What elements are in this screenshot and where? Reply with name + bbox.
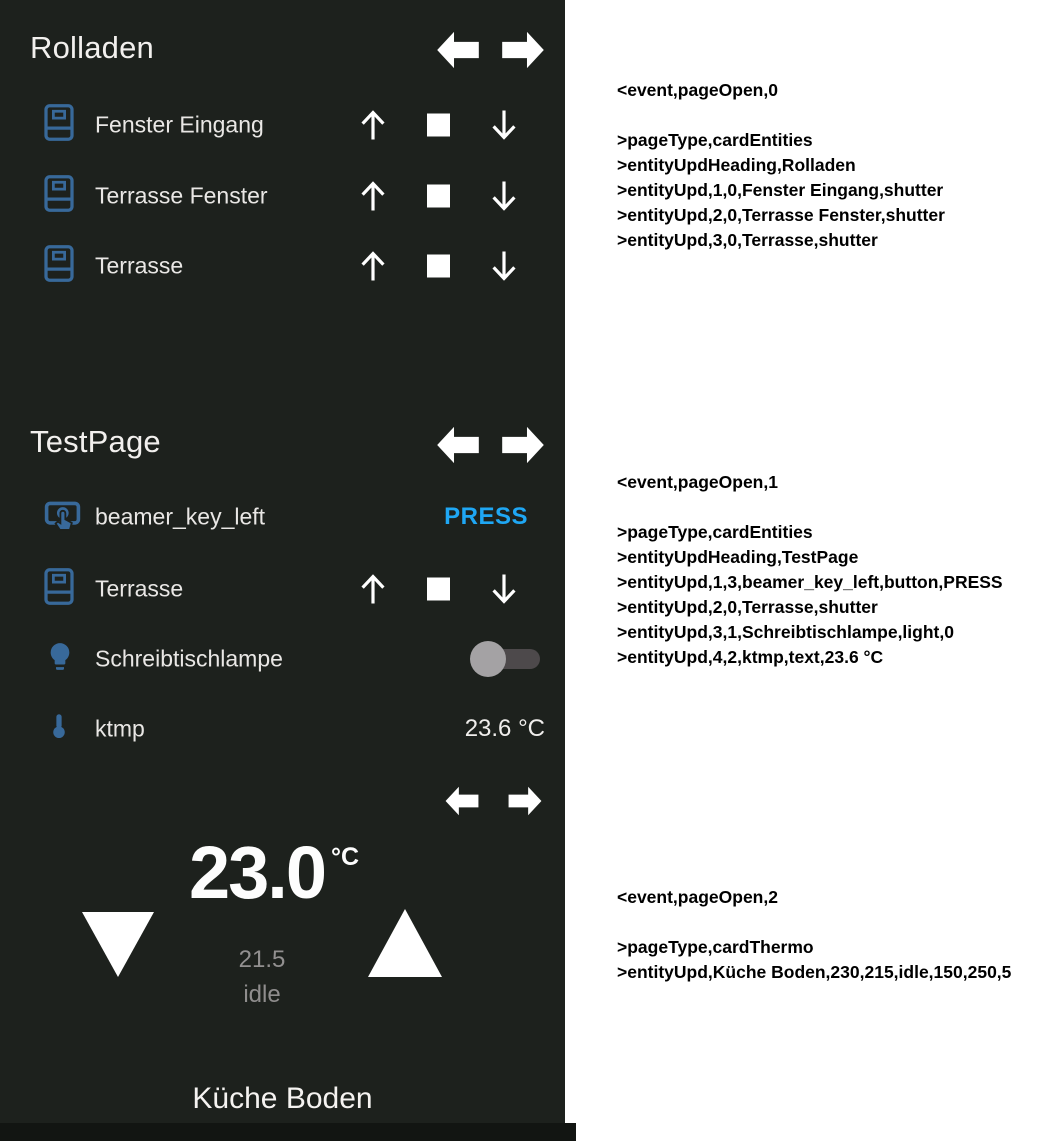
entity-row — [0, 703, 565, 755]
shutter-down-button[interactable] — [487, 248, 521, 284]
press-button[interactable]: PRESS — [444, 503, 528, 530]
gesture-tap-button-icon — [44, 497, 81, 538]
protocol-line: >entityUpd,4,2,ktmp,text,23.6 °C — [617, 647, 884, 667]
protocol-block — [617, 78, 1045, 253]
shutter-up-button[interactable] — [356, 107, 390, 143]
hvac-state: idle — [243, 981, 281, 1008]
temperature-unit: °C — [331, 843, 360, 871]
shutter-up-button[interactable] — [356, 571, 390, 607]
screen-bottom-bezel — [0, 1123, 576, 1141]
arrow-left-bold-icon — [437, 32, 479, 68]
protocol-line: >entityUpdHeading,Rolladen — [617, 155, 856, 175]
stop-square-icon — [427, 185, 450, 208]
protocol-line: >pageType,cardEntities — [617, 130, 813, 150]
shutter-down-button[interactable] — [487, 178, 521, 214]
entity-row — [0, 633, 565, 685]
window-shutter-icon — [44, 175, 74, 218]
protocol-block — [617, 885, 1045, 985]
shutter-stop-button[interactable] — [427, 578, 450, 601]
protocol-gap — [617, 910, 1045, 935]
window-shutter-icon — [44, 104, 74, 147]
protocol-gap — [617, 103, 1045, 128]
entity-row — [0, 491, 565, 543]
protocol-line: >entityUpd,2,0,Terrasse Fenster,shutter — [617, 205, 945, 225]
entity-label: Terrasse — [95, 575, 184, 602]
shutter-up-button[interactable] — [356, 248, 390, 284]
protocol-line: >pageType,cardEntities — [617, 522, 813, 542]
entity-row — [0, 170, 565, 222]
entity-row — [0, 240, 565, 292]
window-shutter-icon — [44, 245, 74, 288]
shutter-stop-button[interactable] — [427, 255, 450, 278]
shutter-stop-button[interactable] — [427, 114, 450, 137]
protocol-event-line: <event,pageOpen,2 — [617, 887, 778, 907]
protocol-line: >entityUpdHeading,TestPage — [617, 547, 859, 567]
entity-row — [0, 99, 565, 151]
protocol-line: >entityUpd,3,0,Terrasse,shutter — [617, 230, 878, 250]
entity-row — [0, 563, 565, 615]
arrow-left-bold-icon — [437, 427, 479, 463]
toggle-knob — [470, 641, 506, 677]
thermometer-icon — [44, 709, 74, 750]
entity-label: Schreibtischlampe — [95, 645, 283, 672]
protocol-line: >entityUpd,1,3,beamer_key_left,button,PRESS — [617, 572, 1003, 592]
nav-next-button[interactable] — [501, 426, 545, 469]
protocol-gap — [617, 495, 1045, 520]
protocol-line: >entityUpd,Küche Boden,230,215,idle,150,250,5 — [617, 962, 1012, 982]
protocol-event-line: <event,pageOpen,0 — [617, 80, 778, 100]
stop-square-icon — [427, 578, 450, 601]
arrow-right-bold-icon — [502, 32, 544, 68]
card-title: TestPage — [30, 424, 161, 459]
current-temperature: 23.0 — [188, 831, 325, 914]
lightbulb-icon — [44, 640, 76, 679]
entity-label: Fenster Eingang — [95, 111, 264, 138]
light-toggle[interactable] — [468, 639, 544, 679]
arrow-right-bold-icon — [509, 787, 542, 816]
shutter-up-button[interactable] — [356, 178, 390, 214]
protocol-line: >entityUpd,1,0,Fenster Eingang,shutter — [617, 180, 944, 200]
nav-prev-button[interactable] — [436, 31, 480, 74]
protocol-line: >entityUpd,3,1,Schreibtischlampe,light,0 — [617, 622, 954, 642]
stop-square-icon — [427, 114, 450, 137]
shutter-down-button[interactable] — [487, 571, 521, 607]
nav-prev-button[interactable] — [436, 426, 480, 469]
protocol-line: >pageType,cardThermo — [617, 937, 814, 957]
entity-label: ktmp — [95, 715, 145, 742]
temp-up-button[interactable] — [368, 909, 442, 977]
entity-label: beamer_key_left — [95, 503, 266, 530]
nav-prev-button[interactable] — [442, 786, 482, 821]
card-title: Rolladen — [30, 30, 154, 65]
temp-down-button[interactable] — [82, 912, 154, 977]
protocol-block — [617, 470, 1045, 670]
window-shutter-icon — [44, 568, 74, 611]
entity-label: Terrasse — [95, 252, 184, 279]
protocol-line: >entityUpd,2,0,Terrasse,shutter — [617, 597, 878, 617]
shutter-down-button[interactable] — [487, 107, 521, 143]
protocol-event-line: <event,pageOpen,1 — [617, 472, 778, 492]
arrow-left-bold-icon — [446, 787, 479, 816]
shutter-stop-button[interactable] — [427, 185, 450, 208]
thermostat-title: Küche Boden — [192, 1082, 373, 1115]
target-temperature: 21.5 — [238, 946, 286, 973]
arrow-right-bold-icon — [502, 427, 544, 463]
sensor-value: 23.6 °C — [464, 715, 545, 742]
nav-next-button[interactable] — [501, 31, 545, 74]
nav-next-button[interactable] — [505, 786, 545, 821]
entity-label: Terrasse Fenster — [95, 182, 268, 209]
stop-square-icon — [427, 255, 450, 278]
